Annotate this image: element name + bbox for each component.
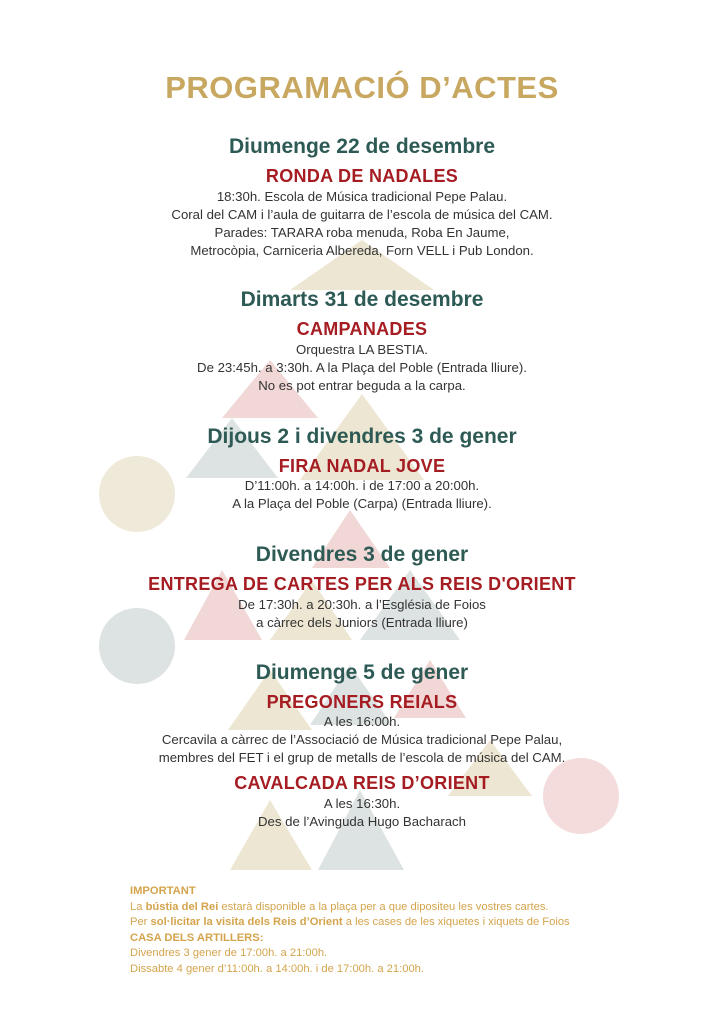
- event-line: membres del FET i el grup de metalls de l’escola de música del CAM.: [158, 750, 566, 765]
- event-title: PREGONERS REIALS: [266, 692, 458, 712]
- event-line: A les 16:00h.: [323, 714, 401, 729]
- event-description: [0, 713, 724, 767]
- event-line: Metrocòpia, Carniceria Albereda, Forn VELL i Pub London.: [190, 243, 534, 258]
- notice-line: Per sol·licitar la visita dels Reis d’Orient a les cases de les xiquetes i xiquets de Foios: [130, 916, 570, 928]
- event-line: Parades: TARARA roba menuda, Roba En Jaume,: [214, 225, 510, 240]
- event-description: [0, 341, 724, 395]
- section-date: Dimarts 31 de desembre: [240, 288, 484, 311]
- page-title: PROGRAMACIÓ D’ACTES: [165, 70, 559, 105]
- section-date: Dijous 2 i divendres 3 de gener: [207, 425, 517, 448]
- event-title: ENTREGA DE CARTES PER ALS REIS D'ORIENT: [148, 574, 576, 594]
- notice-heading: IMPORTANT: [130, 885, 196, 897]
- event-line: A les 16:30h.: [323, 796, 401, 811]
- notice-line: La bústia del Rei estarà disponible a la plaça per a que dipositeu les vostres cartes.: [130, 900, 549, 913]
- notice-line: Divendres 3 gener de 17:00h. a 21:00h.: [130, 947, 328, 959]
- section-date: Diumenge 5 de gener: [255, 661, 469, 684]
- event-title: CAVALCADA REIS D’ORIENT: [234, 773, 490, 793]
- event-line: 18:30h. Escola de Música tradicional Pepe Palau.: [216, 189, 508, 204]
- notice-line: Dissabte 4 gener d’11:00h. a 14:00h. i de 17:00h. a 21:00h.: [130, 962, 424, 975]
- section-date: Divendres 3 de gener: [255, 543, 469, 566]
- event-title: RONDA DE NADALES: [265, 166, 459, 186]
- event-description: [0, 596, 724, 632]
- important-notice: [130, 884, 650, 977]
- event-line: Orquestra LA BESTIA.: [296, 342, 428, 357]
- notice-subheading: CASA DELS ARTILLERS:: [130, 931, 264, 944]
- event-line: A la Plaça del Poble (Carpa) (Entrada lliure).: [232, 496, 492, 511]
- event-title: FIRA NADAL JOVE: [278, 456, 446, 476]
- section-date: Diumenge 22 de desembre: [228, 135, 496, 158]
- event-line: De 23:45h. a 3:30h. A la Plaça del Poble (Entrada lliure).: [197, 360, 527, 375]
- event-line: D’11:00h. a 14:00h. i de 17:00 a 20:00h.: [244, 478, 480, 493]
- event-line: Des de l’Avinguda Hugo Bacharach: [258, 814, 466, 829]
- event-line: De 17:30h. a 20:30h. a l’Església de Foios: [238, 597, 486, 612]
- event-line: No es pot entrar beguda a la carpa.: [258, 378, 466, 393]
- event-line: Cercavila a càrrec de l’Associació de Música tradicional Pepe Palau,: [161, 732, 563, 747]
- event-line: Coral del CAM i l’aula de guitarra de l’escola de música del CAM.: [171, 207, 553, 222]
- event-description: [0, 188, 724, 260]
- event-description: [0, 477, 724, 513]
- event-title: CAMPANADES: [296, 319, 428, 339]
- event-description: [0, 795, 724, 831]
- event-line: a càrrec dels Juniors (Entrada lliure): [256, 615, 468, 630]
